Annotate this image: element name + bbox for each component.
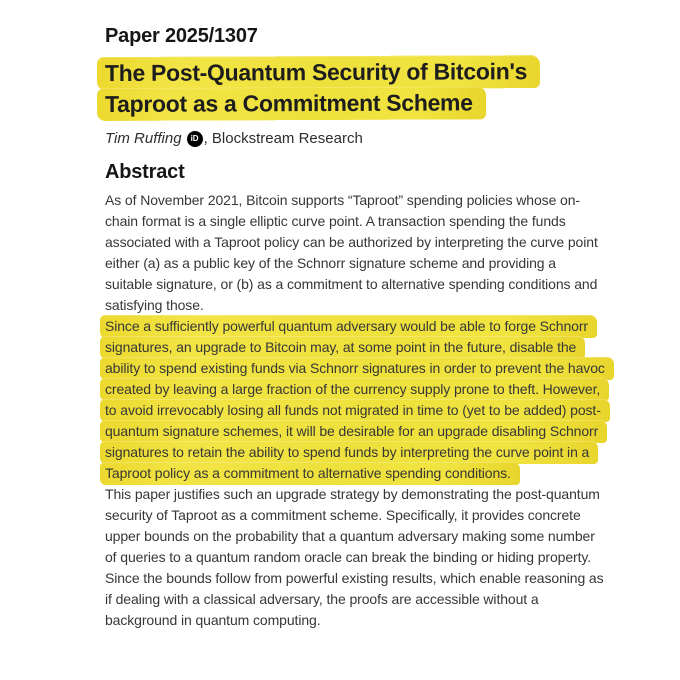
author-line [105, 129, 610, 148]
abstract-heading: Abstract [105, 161, 185, 183]
author-name: Tim Ruffing [105, 130, 182, 147]
abstract-paragraph: This paper justifies such an upgrade strategy by demonstrating the post-quantum security of Taproot as a commitment scheme. Specifically, it provides concrete upper bounds on the probability that a quantum adversary making some number of queries to a quantum random oracle can break the binding or hiding property. Since the bounds follow from powerful existing results, which enable reasoning as if dealing with a classical adversary, the proofs are accessible without a background in quantum computing. [105, 486, 604, 628]
abstract-paragraph: As of November 2021, Bitcoin supports “Taproot” spending policies whose on-chain format is a single elliptic curve point. A transaction spending the funds associated with a Taproot policy can be authorized by interpreting the curve point either (a) as a public key of the Schnorr signature scheme and providing a suitable signature, or (b) as a commitment to alternative spending conditions and satisfying those. [105, 192, 598, 313]
paper-title [105, 56, 610, 120]
author-affiliation: , Blockstream Research [203, 130, 363, 147]
abstract-highlight-marker: Since a sufficiently powerful quantum adversary would be able to forge Schnorr signatures, an upgrade to Bitcoin may, at some point in the future, disable the ability to spend existing funds via Schnorr signatures in order to prevent the havoc created by leaving a large fraction of the currency supply prone to theft. However, to avoid irrevocably losing all funds not migrated in time to (yet to be added) post-quantum signature schemes, it will be desirable for an upgrade disabling Schnorr signatures to retain the ability to spend funds by interpreting the curve point in a Taproot policy as a commitment to alternative spending conditions. [100, 315, 614, 485]
orcid-id-icon[interactable]: iD [187, 131, 203, 147]
page-content [105, 24, 610, 631]
paper-id: Paper 2025/1307 [105, 25, 258, 47]
title-highlight-marker: The Post-Quantum Security of Bitcoin's Taproot as a Commitment Scheme [97, 55, 540, 121]
abstract-paragraph-highlighted [105, 316, 605, 484]
abstract-body [105, 190, 605, 631]
